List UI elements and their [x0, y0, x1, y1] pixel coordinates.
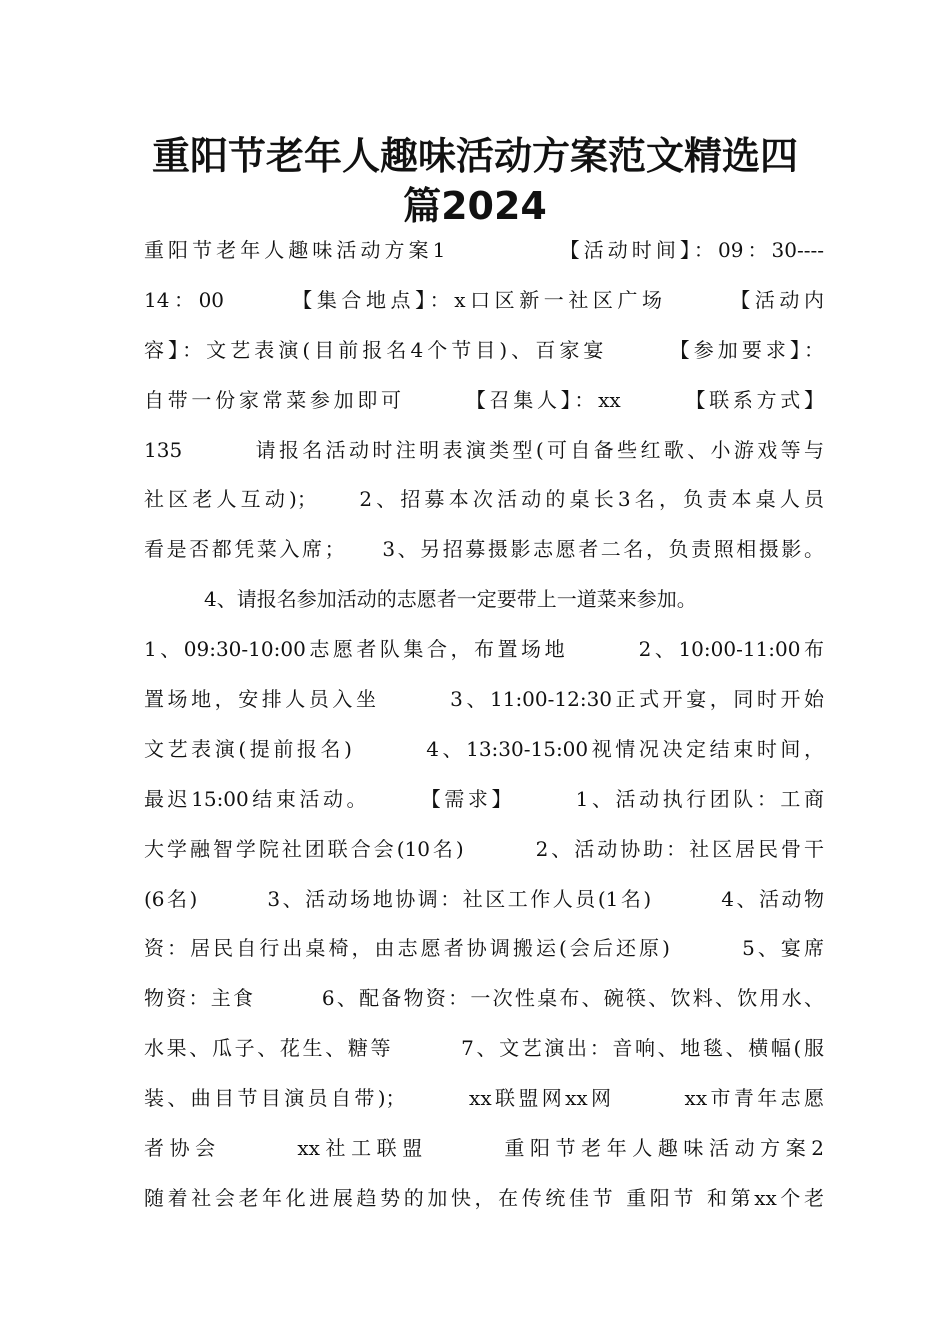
body-line: 重阳节老年人趣味活动方案1 【活动时间】：09：30---- — [144, 238, 824, 262]
body-line: 者协会 xx社工联盟 重阳节老年人趣味活动方案2 — [144, 1136, 824, 1161]
body-line: 装、曲目节目演员自带)； xx联盟网xx网 xx市青年志愿 — [144, 1086, 824, 1111]
document-title-line-2: 篇2024 — [403, 184, 547, 228]
body-line: 容】：文艺表演(目前报名4个节目)、百家宴 【参加要求】： — [144, 337, 824, 362]
document-body — [144, 226, 824, 1224]
body-line: 置场地，安排人员入坐 3、11:00-12:30正式开宴，同时开始 — [144, 687, 824, 712]
document-title-line-1: 重阳节老年人趣味活动方案范文精选四 — [151, 134, 798, 178]
body-line: 水果、瓜子、花生、糖等 7、文艺演出：音响、地毯、横幅(服 — [144, 1036, 824, 1061]
body-line: 1、09:30-10:00志愿者队集合，布置场地 2、10:00-11:00布 — [144, 637, 824, 662]
body-line: 社区老人互动)； 2、招募本次活动的桌长3名，负责本桌人员 — [144, 487, 824, 512]
body-line: 看是否都凭菜入席； 3、另招募摄影志愿者二名，负责照相摄影。 — [144, 537, 824, 562]
body-line: 大学融智学院社团联合会(10名) 2、活动协助：社区居民骨干 — [144, 836, 824, 861]
body-line: 135 请报名活动时注明表演类型(可自备些红歌、小游戏等与 — [144, 437, 824, 462]
body-line: 文艺表演(提前报名) 4、13:30-15:00视情况决定结束时间， — [144, 736, 824, 761]
body-line: 资：居民自行出桌椅，由志愿者协调搬运(会后还原) 5、宴席 — [144, 936, 824, 961]
body-line: 最迟15:00结束活动。 【需求】 1、活动执行团队：工商 — [144, 786, 824, 811]
body-line: (6名) 3、活动场地协调：社区工作人员(1名) 4、活动物 — [144, 886, 824, 911]
body-line: 4、请报名参加活动的志愿者一定要带上一道菜来参加。 — [144, 587, 697, 612]
body-line: 自带一份家常菜参加即可 【召集人】：xx 【联系方式】 — [144, 387, 824, 412]
body-line: 物资：主食 6、配备物资：一次性桌布、碗筷、饮料、饮用水、 — [144, 986, 824, 1011]
body-line: 14：00 【集合地点】：x口区新一社区广场 【活动内 — [144, 287, 824, 312]
body-line: 随着社会老年化进展趋势的加快，在传统佳节 重阳节 和第xx个老 — [144, 1185, 824, 1210]
